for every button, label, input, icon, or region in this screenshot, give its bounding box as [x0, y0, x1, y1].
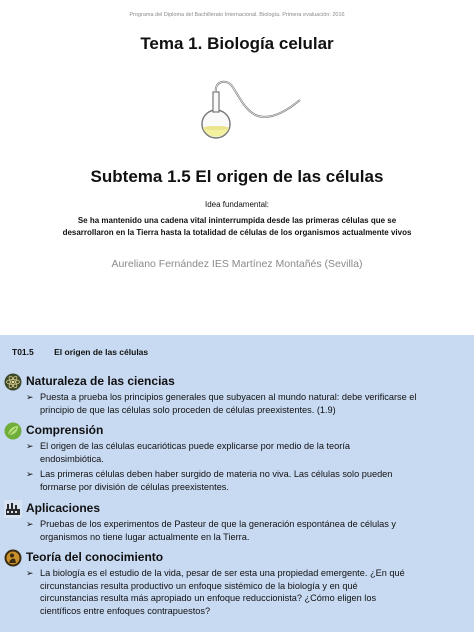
thinker-icon [4, 549, 22, 567]
arrow-bullet-icon: ➢ [26, 392, 34, 402]
idea-label: Idea fundamental: [204, 200, 270, 209]
list-item: ➢ Pruebas de los experimentos de Pasteur de que la generación espontánea de células y organismos no tiene lugar actualmente en la Tierra. [26, 519, 396, 542]
section-theory-of-knowledge [0, 549, 474, 617]
section-title: Teoría del conocimiento [26, 550, 164, 564]
program-header: Programa del Diploma del Bachillerato Internacional. Biología. Primera evaluación: 2016 [129, 12, 345, 18]
swan-neck-flask-icon [196, 80, 306, 142]
slide-heading [12, 347, 148, 357]
atom-icon [4, 373, 22, 391]
idea-text [40, 215, 434, 239]
section-title: Aplicaciones [26, 501, 101, 515]
section-applications [0, 500, 474, 543]
subtopic-title: Subtema 1.5 El origen de las células [90, 167, 384, 186]
topic-code: T01.5 [12, 347, 34, 357]
content-slide [0, 335, 474, 632]
arrow-bullet-icon: ➢ [26, 519, 34, 529]
list-item: ➢ Puesta a prueba los principios generales que subyacen al mundo natural: debe verificarse el principio de que las células solo proceden de células preexistentes. (1.9) [26, 392, 417, 415]
section-understanding [0, 422, 474, 493]
leaf-icon [4, 422, 22, 440]
list-item: ➢ El origen de las células eucarióticas puede explicarse por medio de la teoría endosimbiótica. [26, 441, 351, 464]
section-title: Naturaleza de las ciencias [26, 374, 175, 388]
section-title: Comprensión [26, 423, 104, 437]
idea-line: desarrollaron en la Tierra hasta la totalidad de células de los organismos actualmente vivos [62, 228, 412, 237]
factory-icon [4, 500, 22, 518]
author-credit: Aureliano Fernández IES Martínez Montañés (Sevilla) [111, 258, 363, 270]
arrow-bullet-icon: ➢ [26, 469, 34, 479]
list-item: ➢ La biología es el estudio de la vida, pesar de ser esta una propiedad emergente. ¿En qué circunstancias resulta productivo un enfoque sistémico de la biología y en qué circunstancias resulta más apropiado un enfoque reduccionista? ¿Cómo eligen los científicos entre enfoques contrapuestos? [26, 568, 405, 616]
page-title: Tema 1. Biología celular [140, 34, 334, 53]
list-item: ➢ Las primeras células deben haber surgido de materia no viva. Las células solo pueden formarse por división de células preexistentes. [26, 469, 393, 492]
section-nature-of-science [0, 373, 474, 416]
arrow-bullet-icon: ➢ [26, 568, 34, 578]
idea-line: Se ha mantenido una cadena vital ininterrumpida desde las primeras células que se [77, 216, 397, 225]
topic-heading: El origen de las células [54, 347, 149, 357]
arrow-bullet-icon: ➢ [26, 441, 34, 451]
